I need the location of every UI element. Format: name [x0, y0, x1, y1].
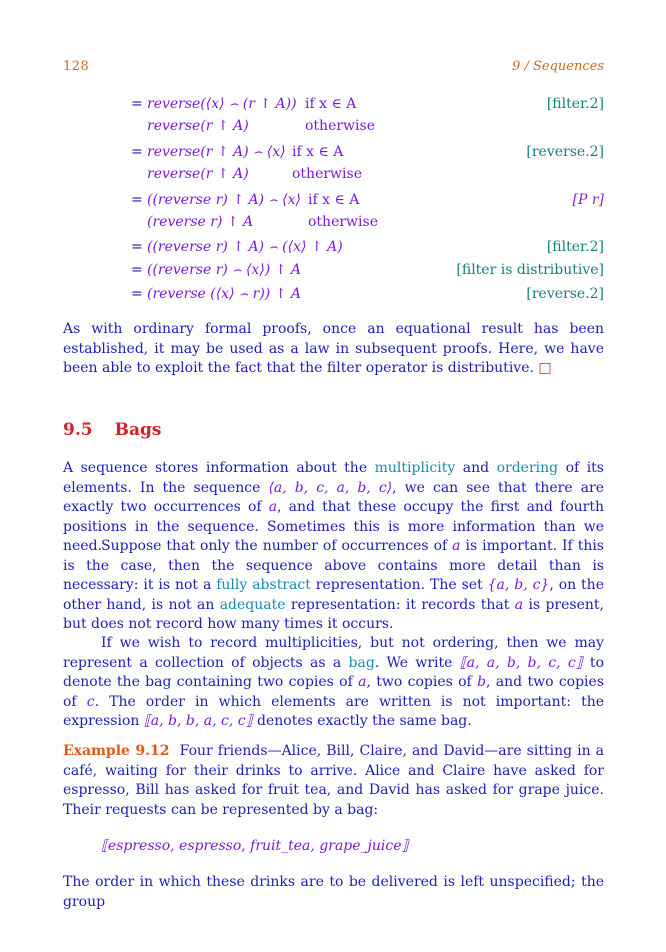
proof-step	[0, 286, 666, 306]
proof-justification: [P r]	[572, 192, 604, 208]
proof-conclusion-paragraph	[63, 320, 604, 379]
proof-expression: (reverse r) ↾ A	[147, 214, 254, 230]
paragraph-text: As with ordinary formal proofs, once an equational result has been established, it may be used as a law in subsequent proofs. Here, we have been able to exploit the fact that the filter operator is distributive.	[63, 321, 604, 376]
defined-term: adequate	[219, 596, 286, 613]
proof-justification: [reverse.2]	[526, 144, 604, 160]
text-run: If we wish to record multiplicities, but not ordering, then we may represent a collection of objects as a	[63, 635, 604, 671]
text-run: , we can see that there are exactly two occurrences of	[63, 479, 604, 515]
equals-sign: =	[131, 286, 143, 302]
text-run: to denote the bag containing two copies of	[63, 654, 604, 690]
math-variable: a	[268, 499, 278, 515]
proof-expression: reverse(r ↾ A) ⌢ ⟨x⟩	[147, 144, 286, 160]
text-run: . We write	[374, 654, 460, 671]
proof-expression: ((reverse r) ↾ A) ⌢ ⟨x⟩	[147, 192, 301, 208]
math-variable: a	[514, 596, 524, 613]
proof-justification: [filter.2]	[546, 239, 604, 255]
defined-term: fully abstract	[216, 577, 311, 593]
continuation-line: The order in which these drinks are to be delivered is left unspecified; the group	[63, 874, 604, 910]
proof-condition: if x ∈ A	[305, 96, 357, 112]
qed-icon: □	[538, 360, 552, 376]
text-run: denotes exactly the same bag.	[252, 713, 472, 729]
proof-step	[0, 192, 666, 212]
proof-justification: [filter is distributive]	[456, 262, 604, 278]
proof-step	[0, 262, 666, 282]
math-expression: {a, b, c}	[487, 577, 550, 593]
section-title: Bags	[114, 420, 162, 440]
proof-justification: [filter.2]	[546, 96, 604, 112]
paragraph-bag-definition	[63, 634, 604, 732]
text-run: , two copies of	[366, 674, 478, 690]
text-run: , and that these occupy the first and fourth positions in the sequence. Sometimes this is more information than we need.	[63, 499, 604, 554]
example-text: Four friends—Alice, Bill, Claire, and David—are sitting in a café, waiting for their drinks to arrive. Alice and Claire have asked for espresso, Bill has asked for fruit tea, and David has asked for grape juice. Their requests can be represented by a bag:	[63, 743, 604, 818]
text-run: representation. The set	[310, 577, 488, 593]
proof-step	[0, 144, 666, 164]
proof-justification: [reverse.2]	[526, 286, 604, 302]
proof-expression: reverse(r ↾ A)	[147, 118, 249, 134]
text-run: representation: it records that	[285, 596, 515, 613]
proof-step	[0, 96, 666, 116]
math-variable: a	[452, 538, 461, 554]
example-label: Example 9.12	[63, 743, 170, 759]
proof-condition: if x ∈ A	[292, 144, 344, 160]
proof-expression: ((reverse r) ↾ A) ⌢ (⟨x⟩ ↾ A)	[147, 239, 343, 255]
example-paragraph	[63, 742, 604, 820]
paragraph-abstraction	[63, 537, 604, 635]
text-run: A sequence stores information about the	[63, 460, 375, 476]
proof-condition: if x ∈ A	[308, 192, 360, 208]
math-expression: ⟨a, b, c, a, b, c⟩	[268, 479, 393, 496]
proof-expression: (reverse (⟨x⟩ ⌢ r)) ↾ A	[147, 286, 301, 302]
chapter-title: 9 / Sequences	[512, 59, 604, 74]
defined-term: multiplicity	[374, 460, 456, 476]
page-number: 128	[63, 59, 90, 74]
text-run: of its elements. In the sequence	[63, 460, 604, 496]
text-run: is present, but does not record how many times it occurs.	[63, 596, 604, 632]
proof-expression: ((reverse r) ⌢ ⟨x⟩) ↾ A	[147, 262, 301, 278]
proof-step	[0, 166, 666, 186]
defined-term: bag	[348, 654, 375, 671]
proof-expression: reverse(r ↾ A)	[147, 166, 249, 182]
text-run: , and two copies of	[63, 674, 604, 710]
section-number: 9.5	[63, 420, 93, 440]
text-run: and	[455, 460, 497, 476]
defined-term: ordering	[496, 460, 559, 476]
equals-sign: =	[131, 262, 143, 278]
text-run: Suppose that only the number of occurrences of	[101, 538, 453, 554]
text-run: . The order in which elements are written is not important: the expression	[63, 693, 604, 729]
math-variable: b	[477, 674, 487, 690]
proof-condition: otherwise	[292, 166, 362, 182]
equals-sign: =	[131, 144, 143, 160]
text-run: , on the other hand, is not an	[63, 577, 604, 613]
proof-step	[0, 239, 666, 259]
math-expression: ⟦a, a, b, b, c, c⟧	[459, 654, 583, 671]
proof-step	[0, 214, 666, 234]
proof-expression: reverse(⟨x⟩ ⌢ (r ↾ A))	[147, 96, 297, 112]
equals-sign: =	[131, 96, 143, 112]
math-expression: ⟦a, b, b, a, c, c⟧	[143, 713, 253, 729]
proof-condition: otherwise	[308, 214, 378, 230]
equals-sign: =	[131, 239, 143, 255]
proof-condition: otherwise	[305, 118, 375, 134]
proof-step	[0, 118, 666, 138]
math-variable: a	[358, 674, 367, 690]
section-heading	[63, 420, 161, 440]
math-variable: c	[86, 693, 95, 710]
example-bag-expression: ⟦espresso, espresso, fruit_tea, grape_juice⟧	[101, 838, 409, 854]
equals-sign: =	[131, 192, 143, 208]
text-run: is important. If this is the case, then the sequence above contains more detail than is necessary: it is not a	[63, 538, 604, 593]
